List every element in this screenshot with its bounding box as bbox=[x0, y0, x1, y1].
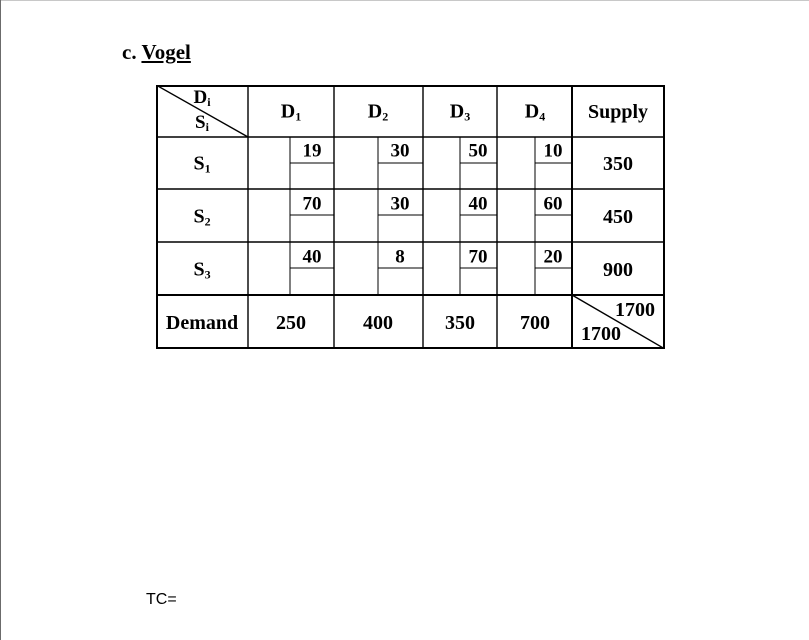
demand-value-4: 700 bbox=[520, 312, 550, 334]
transportation-table bbox=[156, 85, 665, 349]
section-title: Vogel bbox=[141, 40, 191, 64]
cost-cell: 8 bbox=[395, 246, 405, 268]
demand-value-3: 350 bbox=[445, 312, 475, 334]
cost-cell: 10 bbox=[543, 140, 563, 162]
column-lines bbox=[248, 85, 572, 349]
supply-value-1: 350 bbox=[603, 153, 633, 175]
corner-destination-label: $D_i$ bbox=[193, 87, 211, 109]
cost-cell: 70 bbox=[302, 193, 322, 215]
diagonal-lines bbox=[156, 85, 665, 349]
cost-cell: 30 bbox=[390, 193, 410, 215]
source-label-1: $S_1$ bbox=[193, 152, 211, 176]
cost-cell: 40 bbox=[468, 193, 488, 215]
cost-cell: 50 bbox=[468, 140, 488, 162]
corner-source-label: $S_i$ bbox=[195, 112, 209, 134]
cost-cell: 60 bbox=[543, 193, 563, 215]
supply-value-3: 900 bbox=[603, 259, 633, 281]
row-lines bbox=[156, 137, 665, 295]
cost-cell: 30 bbox=[390, 140, 410, 162]
table-grid bbox=[156, 85, 665, 349]
destination-header-1: $D_1$ bbox=[280, 100, 302, 124]
demand-value-1: 250 bbox=[276, 312, 306, 334]
cost-cell: 20 bbox=[543, 246, 563, 268]
total-demand: 1700 bbox=[581, 323, 621, 345]
outer-border bbox=[157, 86, 664, 348]
supply-value-2: 450 bbox=[603, 206, 633, 228]
destination-header-2: $D_2$ bbox=[367, 100, 389, 124]
total-supply: 1700 bbox=[615, 299, 655, 321]
section-heading bbox=[122, 40, 191, 65]
total-cost-label: TC= bbox=[146, 591, 177, 608]
cost-cell: 70 bbox=[468, 246, 488, 268]
source-label-3: $S_3$ bbox=[193, 258, 211, 282]
cost-cell-boxes bbox=[290, 137, 572, 295]
page-left-border bbox=[0, 0, 1, 640]
destination-header-3: $D_3$ bbox=[449, 100, 471, 124]
page-top-border bbox=[0, 0, 809, 1]
supply-header: Supply bbox=[587, 101, 649, 123]
demand-label: Demand bbox=[165, 312, 239, 334]
cost-cell: 40 bbox=[302, 246, 322, 268]
cost-cell: 19 bbox=[302, 140, 322, 162]
section-letter: c. bbox=[122, 40, 137, 64]
source-label-2: $S_2$ bbox=[193, 205, 211, 229]
destination-header-4: $D_4$ bbox=[524, 100, 546, 124]
demand-value-2: 400 bbox=[363, 312, 393, 334]
